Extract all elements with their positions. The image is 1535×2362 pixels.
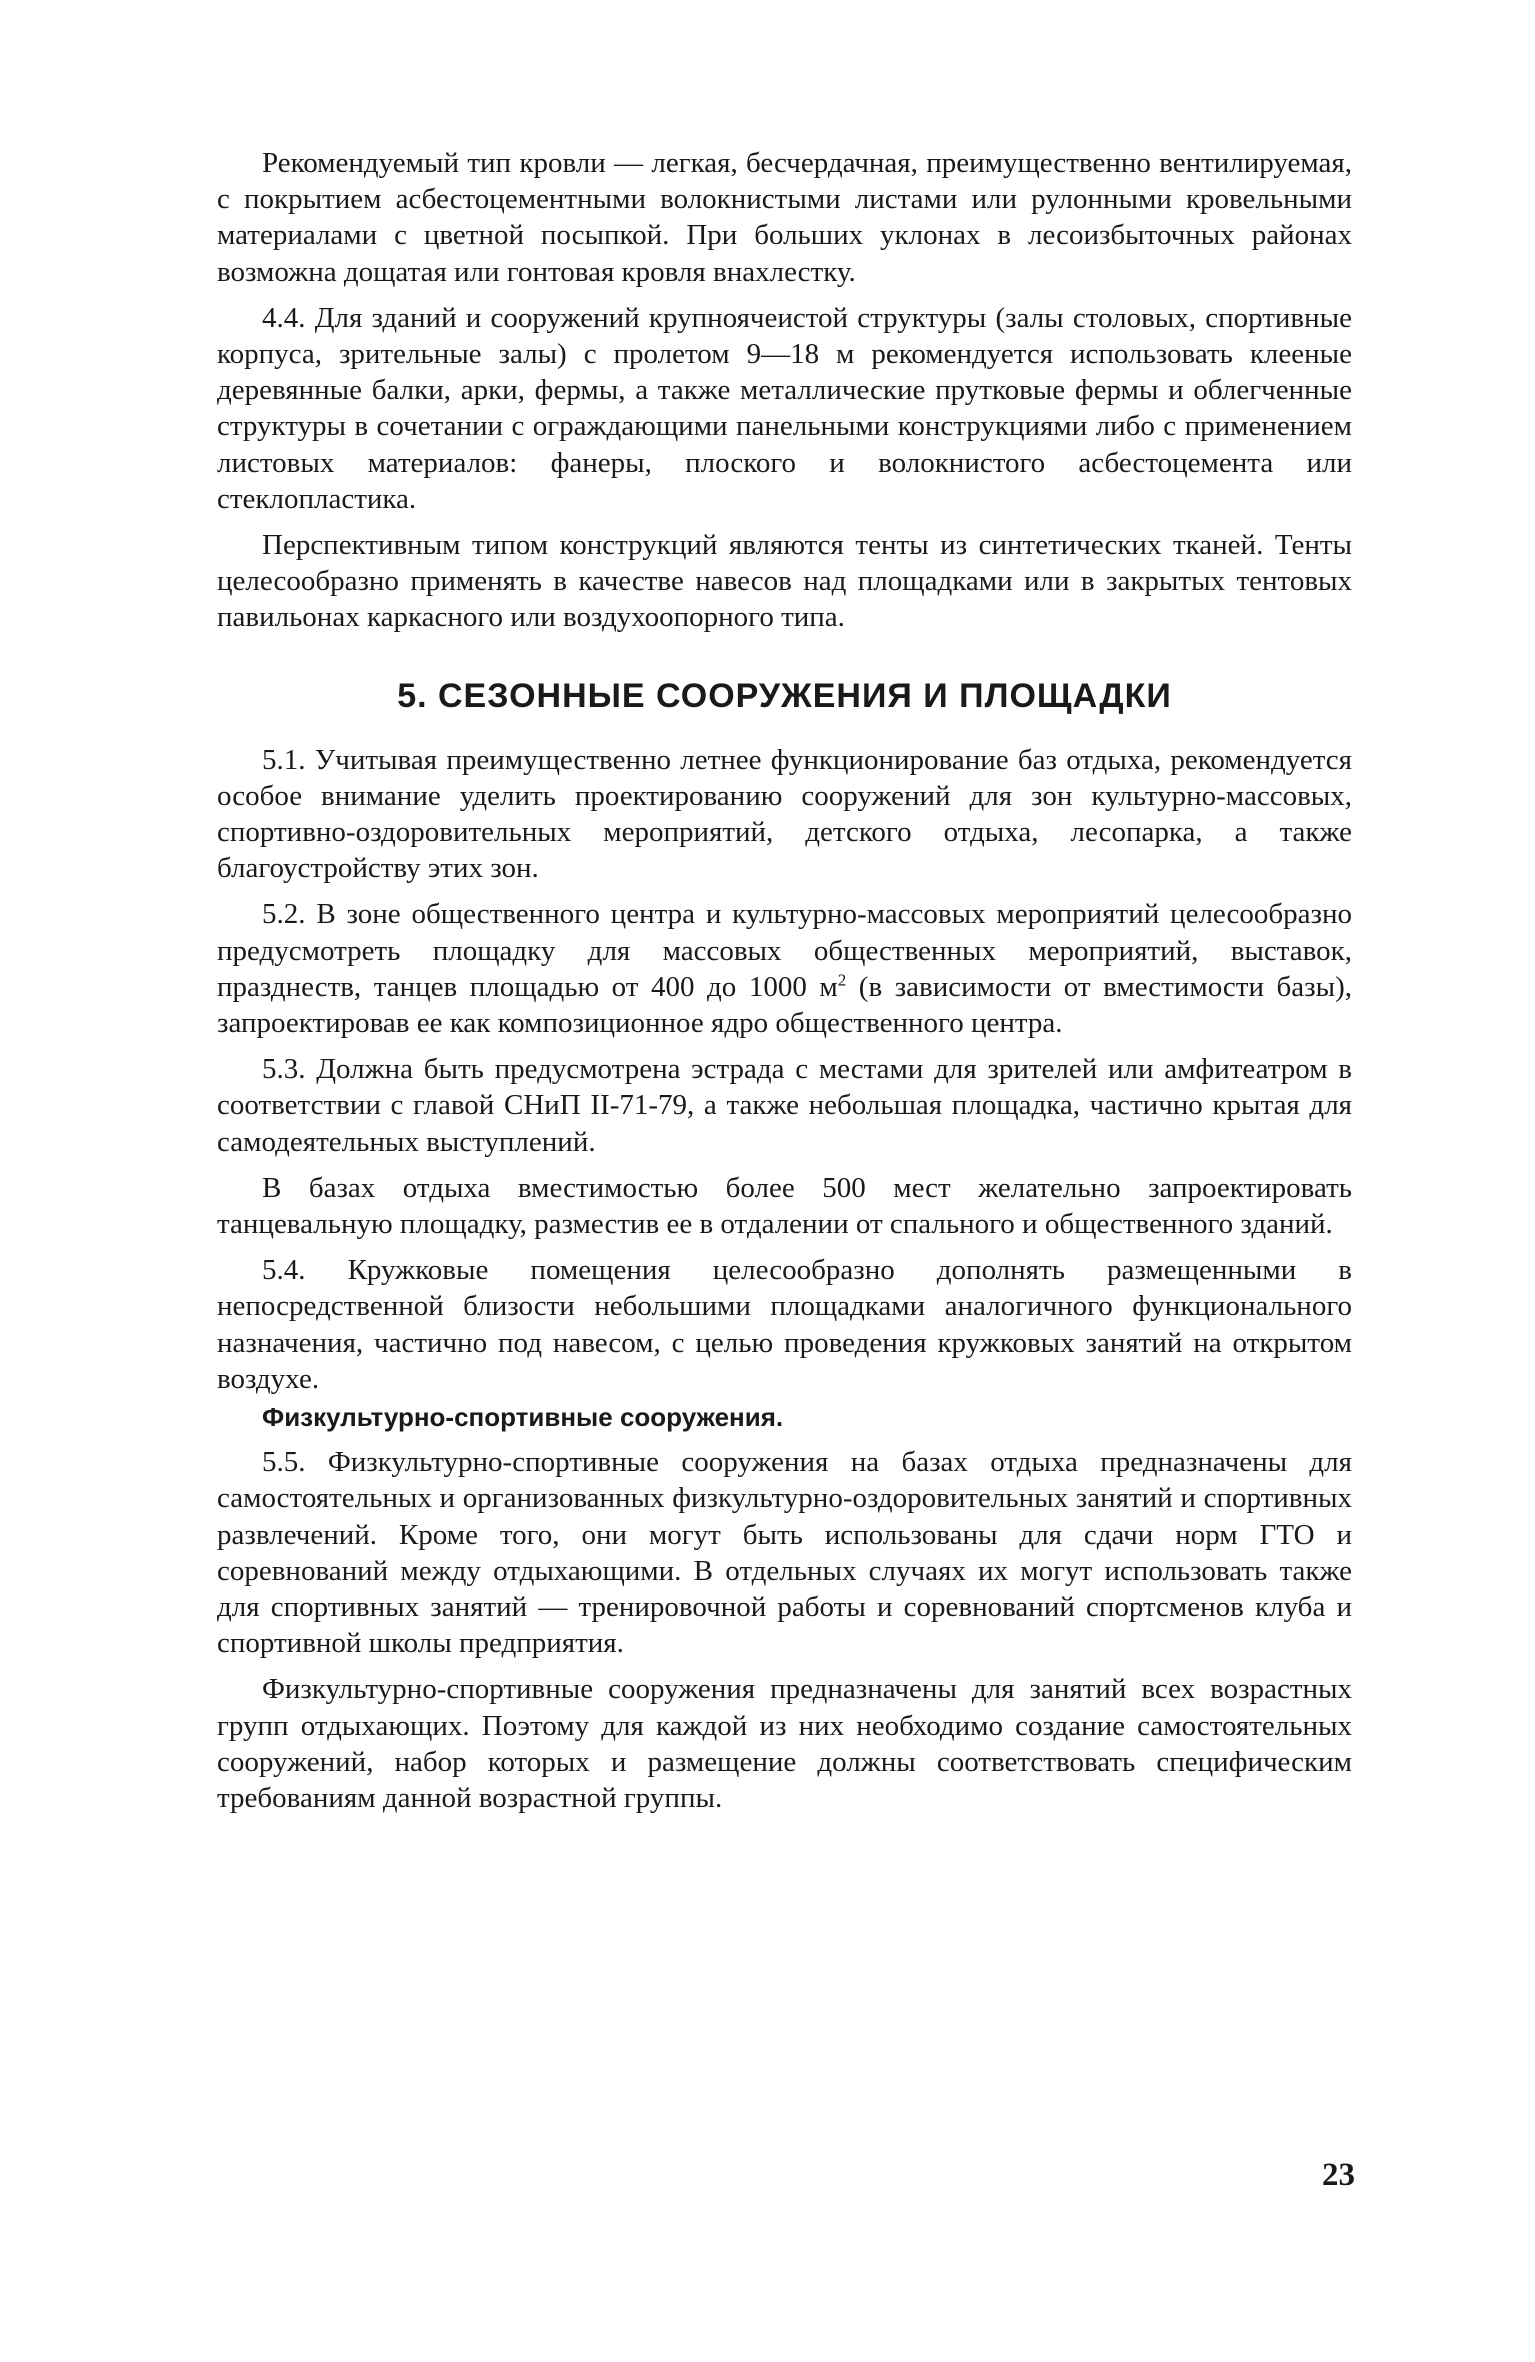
section-heading-5: 5. СЕЗОННЫЕ СООРУЖЕНИЯ И ПЛОЩАДКИ	[397, 676, 1172, 715]
paragraph-age-groups: Физкультурно-спортивные сооружения предназначены для занятий всех возрастных групп отдыхающих. Поэтому для каждой из них необходимо создание самостоятельных сооружений, набор которых и размещение должны соответствовать специфическим требованиям данной возрастной группы.	[217, 1673, 1352, 1814]
page-body	[217, 145, 1352, 1816]
page-number: 23	[1322, 2157, 1355, 2193]
paragraph-5-5: 5.5. Физкультурно-спортивные сооружения на базах отдыха предназначены для самостоятельных и организованных физкультурно-оздоровительных занятий и спортивных развлечений. Кроме того, они могут быть использованы для сдачи норм ГТО и соревнований между отдыхающими. В отдельных случаях их могут использовать также для спортивных занятий — тренировочной работы и соревнований спортсменов клуба и спортивной школы предприятия.	[217, 1446, 1352, 1660]
paragraph-4-4: 4.4. Для зданий и сооружений крупноячеистой структуры (залы столовых, спортивные корпуса, зрительные залы) с пролетом 9—18 м рекомендуется использовать клееные деревянные балки, арки, фермы, а также металлические прутковые фермы и облегченные структуры в сочетании с ограждающими панельными конструкциями либо с применением листовых материалов: фанеры, плоского и волокнистого асбестоцемента или стеклопластика.	[217, 301, 1352, 515]
paragraph-tents: Перспективным типом конструкций являются тенты из синтетических тканей. Тенты целесообразно применять в качестве навесов над площадками или в закрытых тентовых павильонах каркасного или воздухоопорного типа.	[217, 529, 1352, 634]
paragraph-5-1: 5.1. Учитывая преимущественно летнее функционирование баз отдыха, рекомендуется особое внимание уделить проектированию сооружений для зон культурно-массовых, спортивно-оздоровительных мероприятий, детского отдыха, лесопарка, а также благоустройству этих зон.	[217, 743, 1352, 885]
paragraph-5-4: 5.4. Кружковые помещения целесообразно дополнять размещенными в непосредственной близости небольшими площадками аналогичного функционального назначения, частично под навесом, с целью проведения кружковых занятий на открытом воздухе.	[217, 1254, 1352, 1395]
paragraph-5-2	[217, 896, 1352, 1041]
paragraph-5-2-text-end: (в зависимости от вместимости базы), запроектировав ее как композиционное ядро общественного центра.	[217, 970, 1353, 1040]
paragraph-dance-floor: В базах отдыха вместимостью более 500 мест желательно запроектировать танцевальную площадку, разместив ее в отдалении от спального и общественного зданий.	[217, 1171, 1352, 1241]
paragraph-5-2-text: 5.2. В зоне общественного центра и культурно-массовых мероприятий целесообразно предусмотреть площадку для массовых общественных мероприятий, выставок, празднеств, танцев площадью от 400 до 1000 м	[217, 898, 1352, 1003]
paragraph-roof-type: Рекомендуемый тип кровли — легкая, бесчердачная, преимущественно вентилируемая, с покрытием асбестоцементными волокнистыми листами или рулонными кровельными материалами с цветной посыпкой. При больших уклонах в лесоизбыточных районах возможна дощатая или гонтовая кровля внахлестку.	[217, 147, 1352, 288]
superscript-square: 2	[837, 970, 847, 990]
paragraph-5-3: 5.3. Должна быть предусмотрена эстрада с местами для зрителей или амфитеатром в соответствии с главой СНиП II-71-79, а также небольшая площадка, частично крытая для самодеятельных выступлений.	[217, 1053, 1352, 1158]
subheading-sports: Физкультурно-спортивные сооружения.	[262, 1402, 784, 1433]
